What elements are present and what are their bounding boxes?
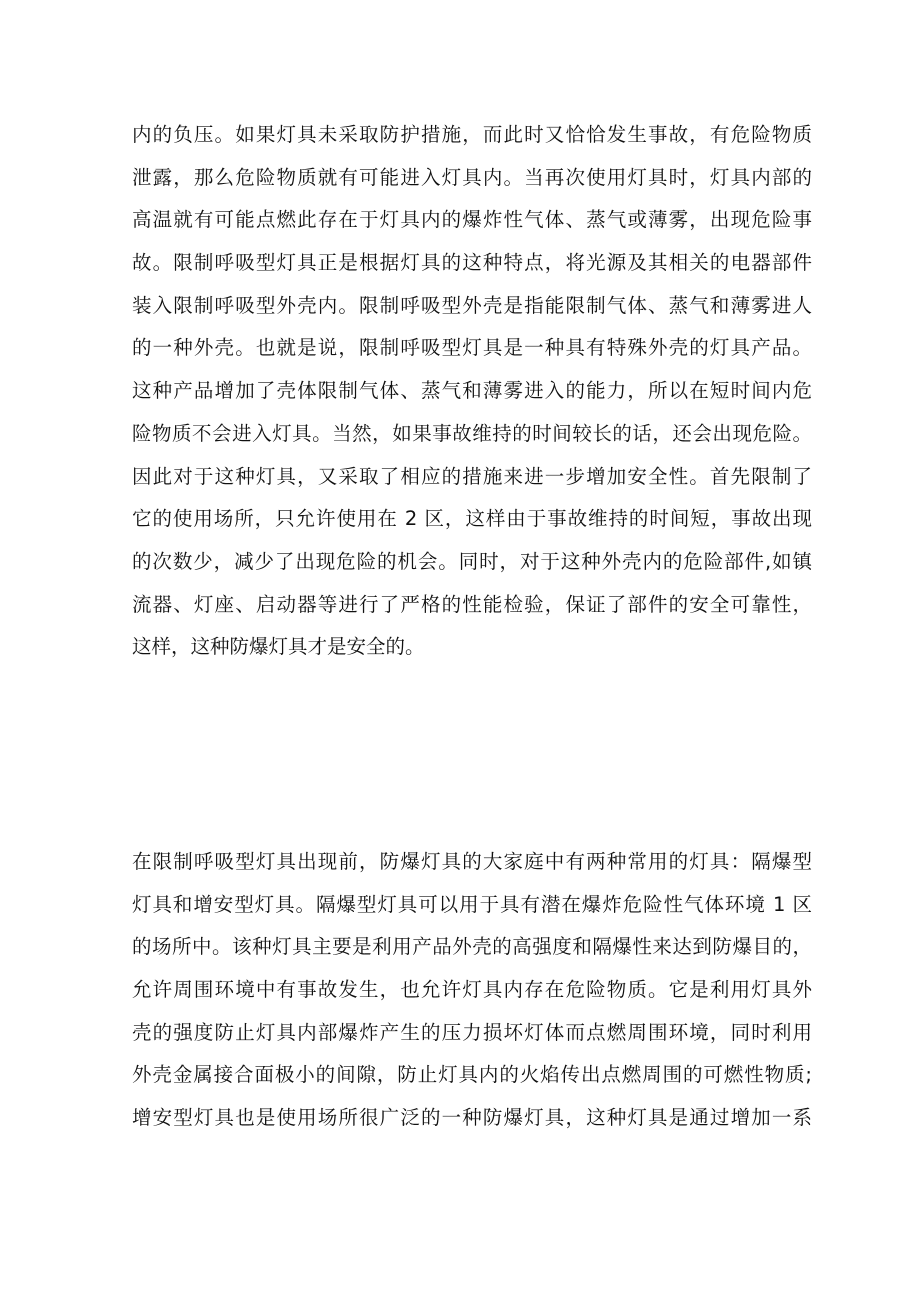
paragraph-line: 险物质不会进入灯具。当然，如果事故维持的时间较长的话，还会出现危险。 [132,421,812,445]
paragraph-line: 这种产品增加了壳体限制气体、蒸气和薄雾进入的能力，所以在短时间内危 [132,379,812,403]
paragraph-line: 因此对于这种灯具，又采取了相应的措施来进一步增加安全性。首先限制了 [132,464,812,488]
paragraph-line: 外壳金属接合面极小的间隙，防止灯具内的火焰传出点燃周围的可燃性物质; [132,1063,812,1087]
paragraph-2 [132,841,812,1140]
paragraph-line: 的场所中。该种灯具主要是利用产品外壳的高强度和隔爆性来达到防爆目的， [132,935,812,959]
paragraph-line: 这样，这种防爆灯具才是安全的。 [132,635,425,659]
paragraph-line: 增安型灯具也是使用场所很广泛的一种防爆灯具，这种灯具是通过增加一系 [132,1106,812,1130]
paragraph-line: 流器、灯座、启动器等进行了严格的性能检验，保证了部件的安全可靠性， [132,592,812,616]
paragraph-line: 故。限制呼吸型灯具正是根据灯具的这种特点，将光源及其相关的电器部件 [132,251,812,275]
paragraph-line: 壳的强度防止灯具内部爆炸产生的压力损坏灯体而点燃周围环境，同时利用 [132,1020,812,1044]
paragraph-line: 高温就有可能点燃此存在于灯具内的爆炸性气体、蒸气或薄雾，出现危险事 [132,208,812,232]
paragraph-line: 的次数少，减少了出现危险的机会。同时，对于这种外壳内的危险部件,如镇 [132,549,812,573]
paragraph-line: 允许周围环境中有事故发生，也允许灯具内存在危险物质。它是利用灯具外 [132,978,812,1002]
paragraph-line: 装入限制呼吸型外壳内。限制呼吸型外壳是指能限制气体、蒸气和薄雾进人 [132,293,812,317]
paragraph-line: 的一种外壳。也就是说，限制呼吸型灯具是一种具有特殊外壳的灯具产品。 [132,336,812,360]
paragraph-line: 内的负压。如果灯具未采取防护措施，而此时又恰恰发生事故，有危险物质 [132,123,812,146]
paragraph-line: 在限制呼吸型灯具出现前，防爆灯具的大家庭中有两种常用的灯具：隔爆型 [132,850,812,873]
paragraph-line: 它的使用场所，只允许使用在 2 区，这样由于事故维持的时间短，事故出现 [132,507,812,531]
paragraph-line: 泄露，那么危险物质就有可能进入灯具内。当再次使用灯具时，灯具内部的 [132,165,812,189]
paragraph-1 [132,114,812,669]
paragraph-line: 灯具和增安型灯具。隔爆型灯具可以用于具有潜在爆炸危险性气体环境 1 区 [132,892,812,916]
